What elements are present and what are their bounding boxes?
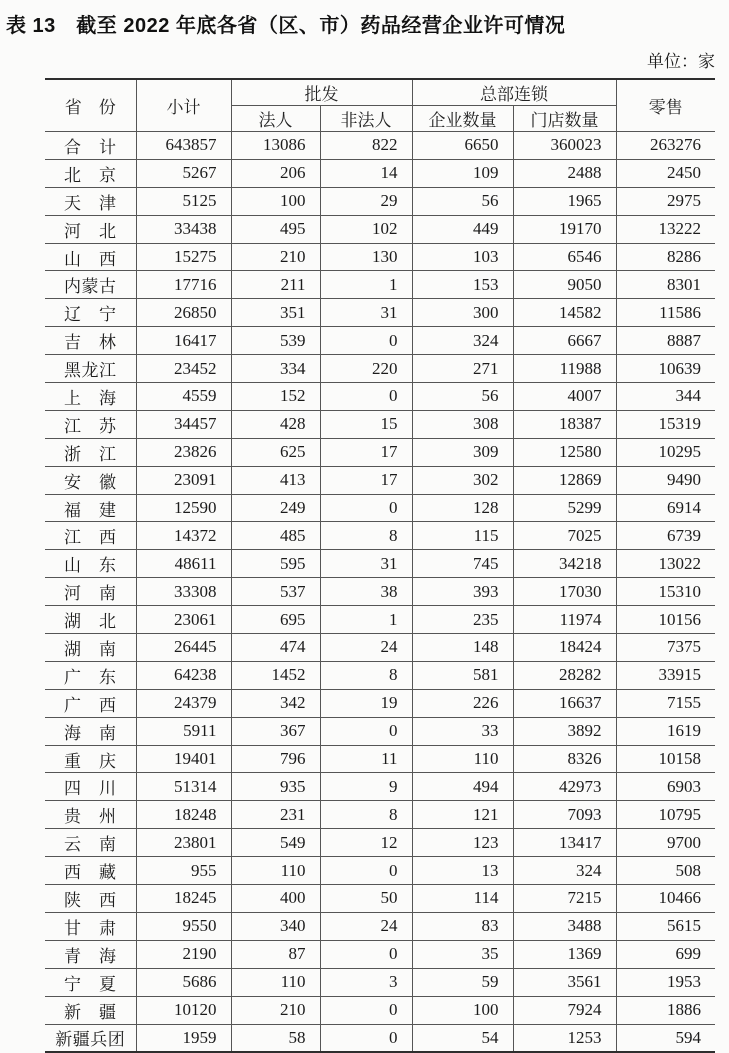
cell-value: 8326 bbox=[513, 745, 616, 773]
cell-value: 11988 bbox=[513, 355, 616, 383]
cell-value: 3 bbox=[320, 968, 412, 996]
cell-value: 23091 bbox=[136, 466, 231, 494]
cell-value: 400 bbox=[231, 885, 320, 913]
cell-value: 33438 bbox=[136, 215, 231, 243]
table-row bbox=[45, 383, 715, 411]
cell-value: 7375 bbox=[616, 634, 715, 662]
cell-province: 甘 肃 bbox=[45, 912, 136, 940]
cell-province: 内蒙古 bbox=[45, 271, 136, 299]
cell-province: 广 东 bbox=[45, 661, 136, 689]
cell-value: 5267 bbox=[136, 159, 231, 187]
table-row bbox=[45, 689, 715, 717]
cell-value: 822 bbox=[320, 132, 412, 160]
cell-value: 0 bbox=[320, 327, 412, 355]
column-header-subtotal: 小计 bbox=[136, 79, 231, 132]
cell-value: 24379 bbox=[136, 689, 231, 717]
cell-value: 5125 bbox=[136, 187, 231, 215]
cell-value: 13086 bbox=[231, 132, 320, 160]
cell-value: 249 bbox=[231, 494, 320, 522]
cell-value: 0 bbox=[320, 383, 412, 411]
cell-province: 陕 西 bbox=[45, 885, 136, 913]
cell-value: 1965 bbox=[513, 187, 616, 215]
cell-value: 206 bbox=[231, 159, 320, 187]
column-header-non-legal-person: 非法人 bbox=[320, 106, 412, 132]
cell-value: 9490 bbox=[616, 466, 715, 494]
cell-value: 59 bbox=[412, 968, 513, 996]
cell-province: 合 计 bbox=[45, 132, 136, 160]
cell-value: 110 bbox=[412, 745, 513, 773]
cell-province: 新 疆 bbox=[45, 996, 136, 1024]
table-header bbox=[45, 79, 715, 132]
table-row bbox=[45, 661, 715, 689]
cell-value: 393 bbox=[412, 578, 513, 606]
cell-value: 18387 bbox=[513, 410, 616, 438]
cell-value: 340 bbox=[231, 912, 320, 940]
cell-province: 广 西 bbox=[45, 689, 136, 717]
cell-value: 121 bbox=[412, 801, 513, 829]
cell-value: 271 bbox=[412, 355, 513, 383]
cell-value: 4559 bbox=[136, 383, 231, 411]
table-row bbox=[45, 550, 715, 578]
cell-value: 699 bbox=[616, 940, 715, 968]
table-row bbox=[45, 438, 715, 466]
cell-value: 6739 bbox=[616, 522, 715, 550]
cell-value: 5299 bbox=[513, 494, 616, 522]
cell-value: 12590 bbox=[136, 494, 231, 522]
cell-province: 上 海 bbox=[45, 383, 136, 411]
table-row bbox=[45, 299, 715, 327]
cell-value: 24 bbox=[320, 634, 412, 662]
cell-value: 56 bbox=[412, 383, 513, 411]
cell-value: 210 bbox=[231, 243, 320, 271]
cell-value: 6667 bbox=[513, 327, 616, 355]
cell-value: 11974 bbox=[513, 606, 616, 634]
cell-value: 231 bbox=[231, 801, 320, 829]
cell-value: 17030 bbox=[513, 578, 616, 606]
cell-province: 四 川 bbox=[45, 773, 136, 801]
cell-value: 35 bbox=[412, 940, 513, 968]
cell-value: 220 bbox=[320, 355, 412, 383]
cell-value: 148 bbox=[412, 634, 513, 662]
cell-value: 11586 bbox=[616, 299, 715, 327]
cell-value: 15310 bbox=[616, 578, 715, 606]
cell-value: 6914 bbox=[616, 494, 715, 522]
cell-value: 6546 bbox=[513, 243, 616, 271]
cell-value: 0 bbox=[320, 940, 412, 968]
column-header-enterprise-count: 企业数量 bbox=[412, 106, 513, 132]
cell-value: 7155 bbox=[616, 689, 715, 717]
cell-value: 5686 bbox=[136, 968, 231, 996]
cell-value: 24 bbox=[320, 912, 412, 940]
cell-value: 344 bbox=[616, 383, 715, 411]
cell-value: 3892 bbox=[513, 717, 616, 745]
cell-value: 625 bbox=[231, 438, 320, 466]
cell-value: 38 bbox=[320, 578, 412, 606]
cell-value: 413 bbox=[231, 466, 320, 494]
cell-value: 367 bbox=[231, 717, 320, 745]
cell-value: 0 bbox=[320, 717, 412, 745]
cell-value: 2450 bbox=[616, 159, 715, 187]
table-row bbox=[45, 494, 715, 522]
cell-province: 河 北 bbox=[45, 215, 136, 243]
cell-province: 宁 夏 bbox=[45, 968, 136, 996]
cell-value: 17716 bbox=[136, 271, 231, 299]
cell-value: 33915 bbox=[616, 661, 715, 689]
cell-value: 10795 bbox=[616, 801, 715, 829]
cell-value: 130 bbox=[320, 243, 412, 271]
cell-value: 58 bbox=[231, 1024, 320, 1052]
cell-value: 745 bbox=[412, 550, 513, 578]
cell-value: 539 bbox=[231, 327, 320, 355]
cell-value: 1886 bbox=[616, 996, 715, 1024]
cell-province: 江 苏 bbox=[45, 410, 136, 438]
cell-value: 12 bbox=[320, 829, 412, 857]
cell-value: 302 bbox=[412, 466, 513, 494]
table-row bbox=[45, 912, 715, 940]
cell-value: 26850 bbox=[136, 299, 231, 327]
cell-value: 235 bbox=[412, 606, 513, 634]
table-row bbox=[45, 271, 715, 299]
table-row bbox=[45, 717, 715, 745]
cell-value: 6650 bbox=[412, 132, 513, 160]
column-header-store-count: 门店数量 bbox=[513, 106, 616, 132]
table-row bbox=[45, 940, 715, 968]
column-header-retail: 零售 bbox=[616, 79, 715, 132]
cell-value: 18245 bbox=[136, 885, 231, 913]
cell-value: 263276 bbox=[616, 132, 715, 160]
cell-value: 13417 bbox=[513, 829, 616, 857]
header-row-top bbox=[45, 79, 715, 106]
cell-value: 2975 bbox=[616, 187, 715, 215]
cell-value: 308 bbox=[412, 410, 513, 438]
cell-province: 云 南 bbox=[45, 829, 136, 857]
cell-value: 7924 bbox=[513, 996, 616, 1024]
cell-value: 0 bbox=[320, 857, 412, 885]
cell-value: 3488 bbox=[513, 912, 616, 940]
cell-value: 14372 bbox=[136, 522, 231, 550]
cell-value: 1619 bbox=[616, 717, 715, 745]
cell-value: 31 bbox=[320, 550, 412, 578]
cell-value: 110 bbox=[231, 857, 320, 885]
cell-province: 黑龙江 bbox=[45, 355, 136, 383]
table-row bbox=[45, 634, 715, 662]
cell-value: 210 bbox=[231, 996, 320, 1024]
cell-value: 324 bbox=[412, 327, 513, 355]
cell-value: 48611 bbox=[136, 550, 231, 578]
cell-value: 309 bbox=[412, 438, 513, 466]
cell-value: 128 bbox=[412, 494, 513, 522]
cell-value: 51314 bbox=[136, 773, 231, 801]
cell-value: 100 bbox=[412, 996, 513, 1024]
cell-value: 23452 bbox=[136, 355, 231, 383]
cell-value: 9050 bbox=[513, 271, 616, 299]
cell-value: 115 bbox=[412, 522, 513, 550]
cell-value: 29 bbox=[320, 187, 412, 215]
cell-province: 河 南 bbox=[45, 578, 136, 606]
cell-value: 10158 bbox=[616, 745, 715, 773]
table-row bbox=[45, 215, 715, 243]
cell-value: 3561 bbox=[513, 968, 616, 996]
table-row bbox=[45, 801, 715, 829]
cell-value: 7093 bbox=[513, 801, 616, 829]
cell-province: 辽 宁 bbox=[45, 299, 136, 327]
table-row bbox=[45, 187, 715, 215]
cell-province: 重 庆 bbox=[45, 745, 136, 773]
cell-value: 9700 bbox=[616, 829, 715, 857]
cell-value: 8 bbox=[320, 661, 412, 689]
cell-value: 449 bbox=[412, 215, 513, 243]
cell-value: 103 bbox=[412, 243, 513, 271]
cell-province: 江 西 bbox=[45, 522, 136, 550]
cell-value: 12580 bbox=[513, 438, 616, 466]
cell-province: 北 京 bbox=[45, 159, 136, 187]
cell-value: 508 bbox=[616, 857, 715, 885]
cell-value: 33 bbox=[412, 717, 513, 745]
column-header-legal-person: 法人 bbox=[231, 106, 320, 132]
cell-province: 湖 北 bbox=[45, 606, 136, 634]
table-row bbox=[45, 885, 715, 913]
cell-value: 495 bbox=[231, 215, 320, 243]
cell-value: 13 bbox=[412, 857, 513, 885]
cell-value: 64238 bbox=[136, 661, 231, 689]
cell-value: 8301 bbox=[616, 271, 715, 299]
table-row bbox=[45, 606, 715, 634]
cell-value: 14582 bbox=[513, 299, 616, 327]
cell-value: 13022 bbox=[616, 550, 715, 578]
cell-value: 110 bbox=[231, 968, 320, 996]
cell-value: 19170 bbox=[513, 215, 616, 243]
cell-value: 19401 bbox=[136, 745, 231, 773]
cell-value: 102 bbox=[320, 215, 412, 243]
table-row bbox=[45, 410, 715, 438]
cell-value: 211 bbox=[231, 271, 320, 299]
table-row bbox=[45, 745, 715, 773]
cell-value: 23801 bbox=[136, 829, 231, 857]
cell-province: 山 西 bbox=[45, 243, 136, 271]
cell-value: 5615 bbox=[616, 912, 715, 940]
cell-province: 山 东 bbox=[45, 550, 136, 578]
cell-value: 10156 bbox=[616, 606, 715, 634]
cell-value: 18248 bbox=[136, 801, 231, 829]
cell-value: 23826 bbox=[136, 438, 231, 466]
cell-value: 9550 bbox=[136, 912, 231, 940]
cell-value: 334 bbox=[231, 355, 320, 383]
cell-province: 福 建 bbox=[45, 494, 136, 522]
cell-province: 天 津 bbox=[45, 187, 136, 215]
cell-value: 109 bbox=[412, 159, 513, 187]
table-row bbox=[45, 996, 715, 1024]
unit-label: 单位：家 bbox=[647, 52, 715, 71]
table-row bbox=[45, 773, 715, 801]
cell-value: 0 bbox=[320, 494, 412, 522]
cell-value: 428 bbox=[231, 410, 320, 438]
cell-province: 吉 林 bbox=[45, 327, 136, 355]
cell-value: 0 bbox=[320, 1024, 412, 1052]
table-row bbox=[45, 578, 715, 606]
cell-value: 16417 bbox=[136, 327, 231, 355]
table-row bbox=[45, 327, 715, 355]
column-group-chain-hq: 总部连锁 bbox=[412, 79, 616, 106]
cell-value: 474 bbox=[231, 634, 320, 662]
table-row bbox=[45, 968, 715, 996]
cell-value: 1953 bbox=[616, 968, 715, 996]
cell-value: 23061 bbox=[136, 606, 231, 634]
cell-province: 青 海 bbox=[45, 940, 136, 968]
cell-value: 15275 bbox=[136, 243, 231, 271]
cell-value: 10466 bbox=[616, 885, 715, 913]
table-row bbox=[45, 1024, 715, 1052]
table-row bbox=[45, 829, 715, 857]
cell-value: 153 bbox=[412, 271, 513, 299]
cell-value: 11 bbox=[320, 745, 412, 773]
cell-value: 16637 bbox=[513, 689, 616, 717]
cell-province: 贵 州 bbox=[45, 801, 136, 829]
cell-value: 1369 bbox=[513, 940, 616, 968]
table-row bbox=[45, 132, 715, 160]
cell-value: 643857 bbox=[136, 132, 231, 160]
cell-value: 87 bbox=[231, 940, 320, 968]
cell-value: 4007 bbox=[513, 383, 616, 411]
cell-value: 13222 bbox=[616, 215, 715, 243]
table-row bbox=[45, 159, 715, 187]
cell-value: 300 bbox=[412, 299, 513, 327]
table-row bbox=[45, 466, 715, 494]
cell-value: 955 bbox=[136, 857, 231, 885]
cell-value: 34218 bbox=[513, 550, 616, 578]
cell-value: 7215 bbox=[513, 885, 616, 913]
cell-value: 595 bbox=[231, 550, 320, 578]
cell-value: 324 bbox=[513, 857, 616, 885]
cell-value: 351 bbox=[231, 299, 320, 327]
cell-value: 549 bbox=[231, 829, 320, 857]
column-header-province: 省 份 bbox=[45, 79, 136, 132]
license-table bbox=[45, 78, 715, 1053]
cell-value: 10295 bbox=[616, 438, 715, 466]
cell-value: 18424 bbox=[513, 634, 616, 662]
cell-province: 湖 南 bbox=[45, 634, 136, 662]
page-title: 表 13 截至 2022 年底各省（区、市）药品经营企业许可情况 bbox=[6, 15, 566, 37]
cell-value: 50 bbox=[320, 885, 412, 913]
cell-value: 935 bbox=[231, 773, 320, 801]
cell-value: 8 bbox=[320, 801, 412, 829]
cell-value: 2190 bbox=[136, 940, 231, 968]
cell-value: 537 bbox=[231, 578, 320, 606]
cell-value: 695 bbox=[231, 606, 320, 634]
cell-province: 西 藏 bbox=[45, 857, 136, 885]
table-row bbox=[45, 857, 715, 885]
table-row bbox=[45, 355, 715, 383]
cell-value: 123 bbox=[412, 829, 513, 857]
cell-value: 0 bbox=[320, 996, 412, 1024]
cell-province: 安 徽 bbox=[45, 466, 136, 494]
cell-value: 54 bbox=[412, 1024, 513, 1052]
table-row bbox=[45, 243, 715, 271]
cell-value: 7025 bbox=[513, 522, 616, 550]
cell-value: 83 bbox=[412, 912, 513, 940]
cell-value: 6903 bbox=[616, 773, 715, 801]
cell-value: 1253 bbox=[513, 1024, 616, 1052]
cell-value: 1959 bbox=[136, 1024, 231, 1052]
cell-value: 10639 bbox=[616, 355, 715, 383]
cell-value: 10120 bbox=[136, 996, 231, 1024]
cell-value: 1 bbox=[320, 271, 412, 299]
cell-value: 485 bbox=[231, 522, 320, 550]
cell-value: 2488 bbox=[513, 159, 616, 187]
cell-value: 15319 bbox=[616, 410, 715, 438]
cell-value: 28282 bbox=[513, 661, 616, 689]
table-body bbox=[45, 132, 715, 1053]
cell-value: 5911 bbox=[136, 717, 231, 745]
cell-value: 100 bbox=[231, 187, 320, 215]
cell-province: 海 南 bbox=[45, 717, 136, 745]
cell-value: 8286 bbox=[616, 243, 715, 271]
cell-value: 17 bbox=[320, 466, 412, 494]
cell-value: 19 bbox=[320, 689, 412, 717]
cell-value: 342 bbox=[231, 689, 320, 717]
cell-value: 14 bbox=[320, 159, 412, 187]
cell-value: 9 bbox=[320, 773, 412, 801]
cell-value: 494 bbox=[412, 773, 513, 801]
cell-value: 31 bbox=[320, 299, 412, 327]
cell-value: 34457 bbox=[136, 410, 231, 438]
cell-value: 17 bbox=[320, 438, 412, 466]
cell-value: 581 bbox=[412, 661, 513, 689]
cell-value: 26445 bbox=[136, 634, 231, 662]
cell-value: 33308 bbox=[136, 578, 231, 606]
cell-value: 1 bbox=[320, 606, 412, 634]
cell-value: 152 bbox=[231, 383, 320, 411]
cell-value: 594 bbox=[616, 1024, 715, 1052]
cell-value: 15 bbox=[320, 410, 412, 438]
cell-value: 8 bbox=[320, 522, 412, 550]
cell-value: 8887 bbox=[616, 327, 715, 355]
cell-value: 796 bbox=[231, 745, 320, 773]
cell-value: 226 bbox=[412, 689, 513, 717]
column-group-wholesale: 批发 bbox=[231, 79, 412, 106]
cell-value: 12869 bbox=[513, 466, 616, 494]
cell-value: 56 bbox=[412, 187, 513, 215]
cell-province: 新疆兵团 bbox=[45, 1024, 136, 1052]
cell-value: 42973 bbox=[513, 773, 616, 801]
cell-value: 1452 bbox=[231, 661, 320, 689]
cell-province: 浙 江 bbox=[45, 438, 136, 466]
table-row bbox=[45, 522, 715, 550]
cell-value: 360023 bbox=[513, 132, 616, 160]
cell-value: 114 bbox=[412, 885, 513, 913]
